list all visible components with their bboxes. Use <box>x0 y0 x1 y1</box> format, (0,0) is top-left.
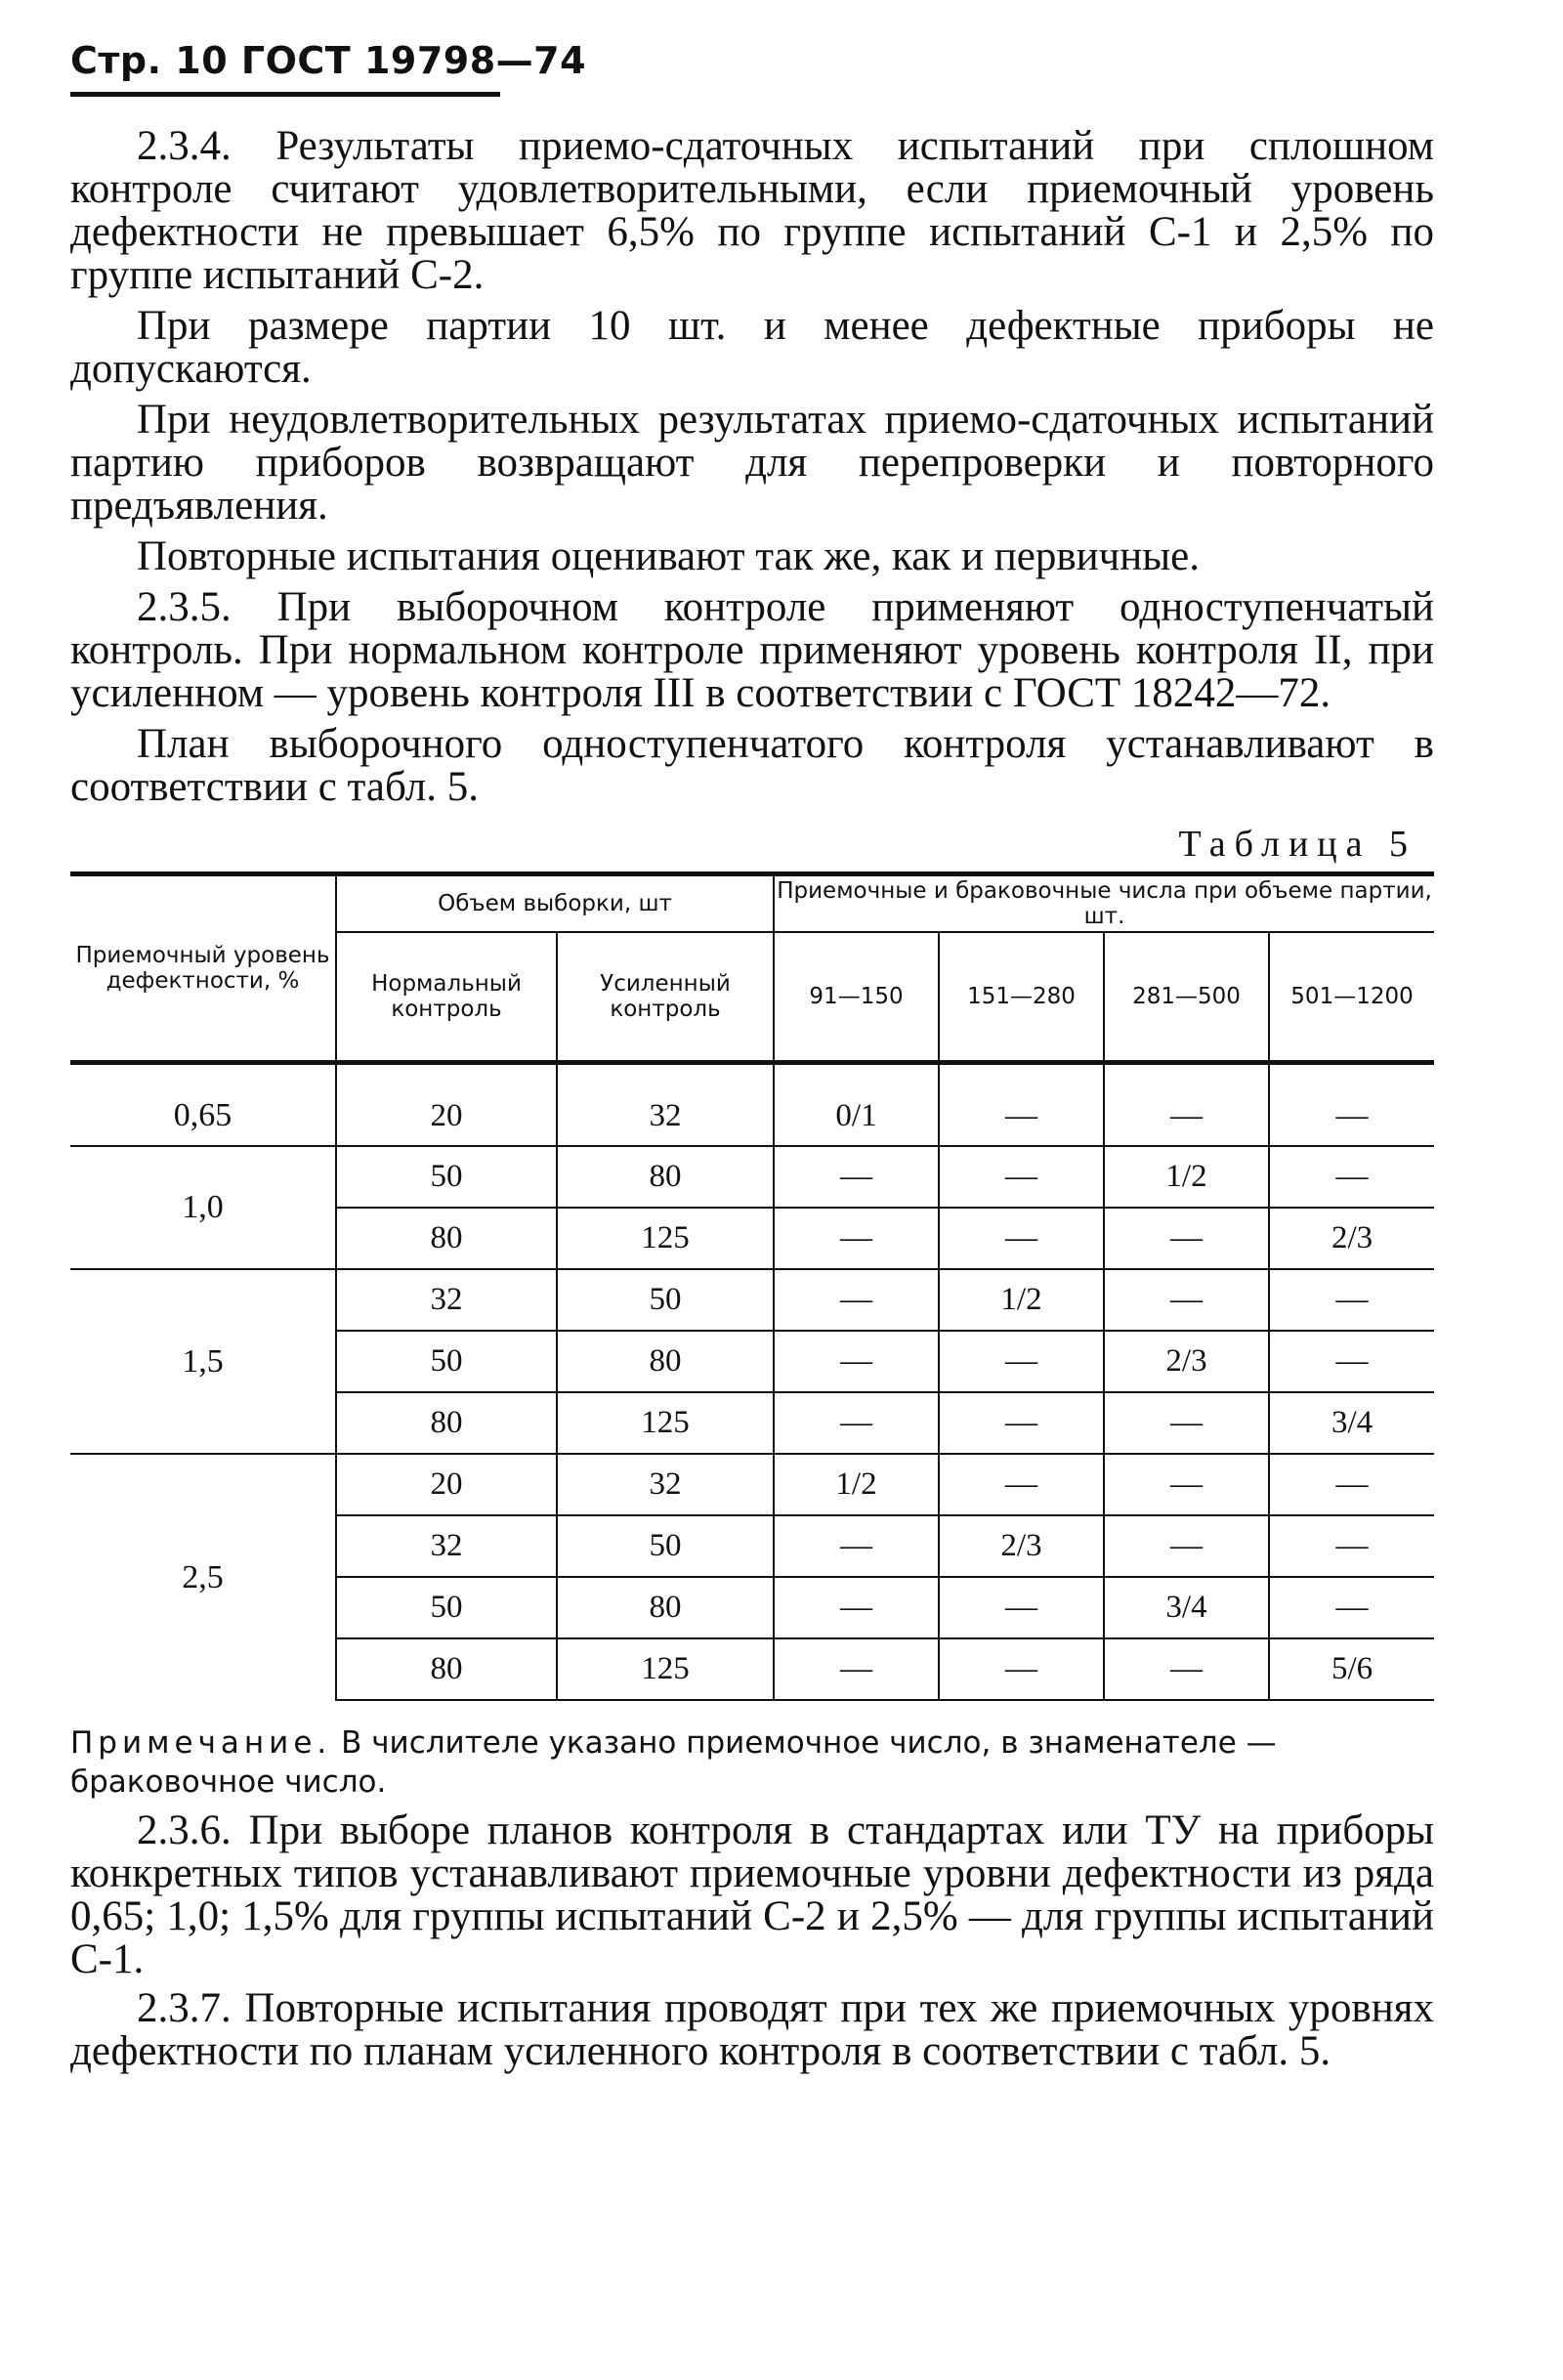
tightened-sample-cell: 125 <box>557 1638 774 1700</box>
accept-reject-cell: 1/2 <box>774 1454 939 1515</box>
normal-sample-cell: 50 <box>336 1577 557 1638</box>
accept-reject-cell: 3/4 <box>1104 1577 1269 1638</box>
tightened-sample-cell: 125 <box>557 1208 774 1269</box>
normal-sample-cell: 32 <box>336 1269 557 1331</box>
table-row <box>70 1146 1434 1208</box>
normal-sample-cell: 32 <box>336 1515 557 1577</box>
level-cell: 1,5 <box>70 1269 336 1454</box>
accept-reject-cell: — <box>939 1392 1104 1454</box>
paragraph-2-3-4: 2.3.4. Результаты приемо-сдаточных испытаний при сплошном контроле считают удовлетворительными, если приемочный уровень дефектности не превышает 6,5% по группе испытаний С-1 и 2,5% по группе испытаний С-2. <box>70 123 1434 298</box>
header-normal: Нормальный контроль <box>336 932 557 1063</box>
table-row <box>70 1063 1434 1147</box>
accept-reject-cell: — <box>939 1638 1104 1700</box>
normal-sample-cell: 50 <box>336 1146 557 1208</box>
normal-sample-cell: 80 <box>336 1208 557 1269</box>
accept-reject-cell: — <box>774 1392 939 1454</box>
tightened-sample-cell: 80 <box>557 1331 774 1392</box>
accept-reject-cell: — <box>774 1577 939 1638</box>
note-text: В числителе указано приемочное число, в знаменателе — браковочное число. <box>70 1725 1277 1800</box>
table-caption: Таблица 5 <box>1178 824 1416 865</box>
tightened-sample-cell: 80 <box>557 1577 774 1638</box>
accept-reject-cell: — <box>1269 1331 1434 1392</box>
accept-reject-cell: 2/3 <box>1104 1331 1269 1392</box>
table-row <box>70 1269 1434 1331</box>
tightened-sample-cell: 32 <box>557 1063 774 1147</box>
tightened-sample-cell: 32 <box>557 1454 774 1515</box>
accept-reject-cell: 2/3 <box>1269 1208 1434 1269</box>
accept-reject-cell: — <box>1269 1146 1434 1208</box>
level-cell: 0,65 <box>70 1063 336 1147</box>
accept-reject-cell: 0/1 <box>774 1063 939 1147</box>
accept-reject-cell: 1/2 <box>939 1269 1104 1331</box>
normal-sample-cell: 20 <box>336 1454 557 1515</box>
header-rule <box>70 92 500 97</box>
normal-sample-cell: 80 <box>336 1638 557 1700</box>
accept-reject-cell: — <box>1269 1515 1434 1577</box>
table-row <box>70 1454 1434 1515</box>
tightened-sample-cell: 80 <box>557 1146 774 1208</box>
accept-reject-cell: — <box>1104 1392 1269 1454</box>
accept-reject-cell: — <box>1269 1063 1434 1147</box>
accept-reject-cell: 2/3 <box>939 1515 1104 1577</box>
accept-reject-cell: — <box>939 1063 1104 1147</box>
table-body <box>70 1063 1434 1701</box>
paragraph-sampling-plan: План выборочного одноступенчатого контроля устанавливают в соответствии с табл. 5. <box>70 721 1434 810</box>
level-cell: 2,5 <box>182 1558 224 1595</box>
accept-reject-cell: — <box>1104 1208 1269 1269</box>
tightened-sample-cell: 125 <box>557 1392 774 1454</box>
accept-reject-cell: — <box>774 1331 939 1392</box>
accept-reject-cell: — <box>774 1638 939 1700</box>
sampling-table <box>70 871 1434 1701</box>
header-lot-range: 91—150 <box>774 932 939 1063</box>
header-sample-size: Объем выборки, шт <box>336 874 774 933</box>
body-text-top <box>70 125 1434 817</box>
accept-reject-cell: — <box>774 1269 939 1331</box>
accept-reject-cell: — <box>939 1454 1104 1515</box>
header-numbers: Приемочные и браковочные числа при объеме партии, шт. <box>774 874 1434 933</box>
page-header: Стр. 10 ГОСТ 19798—74 <box>70 39 587 82</box>
accept-reject-cell: — <box>774 1146 939 1208</box>
accept-reject-cell: — <box>1269 1577 1434 1638</box>
accept-reject-cell: — <box>939 1146 1104 1208</box>
accept-reject-cell: — <box>939 1208 1104 1269</box>
tightened-sample-cell: 50 <box>557 1515 774 1577</box>
accept-reject-cell: — <box>939 1577 1104 1638</box>
header-lot-range: 281—500 <box>1104 932 1269 1063</box>
paragraph-2-3-5: 2.3.5. При выборочном контроле применяют одноступенчатый контроль. При нормальном контроле применяют уровень контроля II, при усиленном — уровень контроля III в соответствии с ГОСТ 18242—72. <box>70 584 1434 716</box>
accept-reject-cell: — <box>1104 1638 1269 1700</box>
table-5 <box>70 871 1434 1701</box>
accept-reject-cell: 3/4 <box>1269 1392 1434 1454</box>
paragraph-2-3-7: 2.3.7. Повторные испытания проводят при тех же приемочных уровнях дефектности по планам усиленного контроля в соответствии с табл. 5. <box>70 1985 1434 2074</box>
normal-sample-cell: 80 <box>336 1392 557 1454</box>
accept-reject-cell: — <box>1104 1269 1269 1331</box>
accept-reject-cell: — <box>1104 1454 1269 1515</box>
header-level: Приемочный уровень дефектности, % <box>70 874 336 1063</box>
tightened-sample-cell: 50 <box>557 1269 774 1331</box>
accept-reject-cell: — <box>939 1331 1104 1392</box>
normal-sample-cell: 20 <box>336 1063 557 1147</box>
header-lot-range: 501—1200 <box>1269 932 1434 1063</box>
paragraph-2-3-6: 2.3.6. При выборе планов контроля в стандартах или ТУ на приборы конкретных типов устанавливают приемочные уровни дефектности из ряда 0,65; 1,0; 1,5% для группы испытаний С-2 и 2,5% — для группы испытаний С-1. <box>70 1807 1434 1982</box>
note-label: Примечание. <box>70 1725 332 1761</box>
accept-reject-cell: — <box>1104 1063 1269 1147</box>
accept-reject-cell: — <box>774 1515 939 1577</box>
normal-sample-cell: 50 <box>336 1331 557 1392</box>
accept-reject-cell: — <box>774 1208 939 1269</box>
accept-reject-cell: — <box>1269 1454 1434 1515</box>
accept-reject-cell: 1/2 <box>1104 1146 1269 1208</box>
paragraph-unsatisfactory: При неудовлетворительных результатах приемо-сдаточных испытаний партию приборов возвращают для перепроверки и повторного предъявления. <box>70 397 1434 529</box>
header-tightened: Усиленный контроль <box>557 932 774 1063</box>
table-note <box>70 1723 1436 1802</box>
body-text-bottom <box>70 1809 1434 2079</box>
accept-reject-cell: 5/6 <box>1269 1638 1434 1700</box>
level-cell: 1,0 <box>70 1146 336 1269</box>
header-lot-range: 151—280 <box>939 932 1104 1063</box>
accept-reject-cell: — <box>1269 1269 1434 1331</box>
paragraph-repeat-tests: Повторные испытания оценивают так же, как и первичные. <box>137 533 1201 579</box>
accept-reject-cell: — <box>1104 1515 1269 1577</box>
paragraph-lot-size: При размере партии 10 шт. и менее дефектные приборы не допускаются. <box>70 303 1434 392</box>
